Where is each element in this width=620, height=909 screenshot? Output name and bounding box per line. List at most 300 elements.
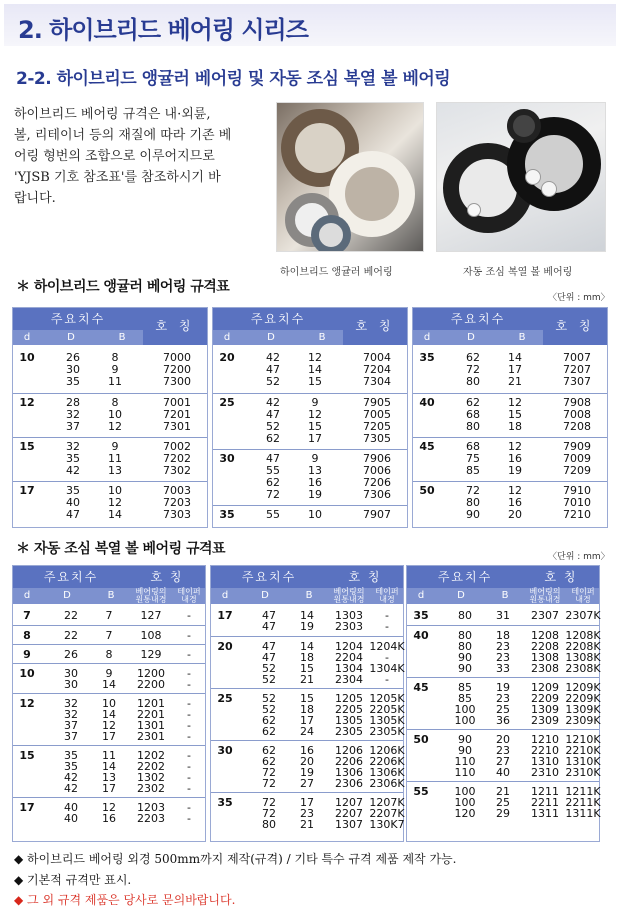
cell-tapered-bore: -: [187, 648, 191, 661]
cell-D: 100: [454, 785, 476, 798]
cell-D: 80: [466, 375, 480, 388]
header-col-B: B: [487, 588, 523, 604]
cell-tapered-bore: 1305K: [369, 714, 405, 727]
header-tapered-bore: [371, 588, 403, 604]
header-col-D: D: [435, 588, 487, 604]
cell-B: 7: [105, 629, 113, 642]
cell-B: 12: [102, 801, 116, 814]
cell-d: 35: [219, 508, 235, 521]
cell-B: 27: [300, 777, 314, 790]
cell-cylindrical-bore: 108: [140, 629, 162, 642]
cell-B: 27: [496, 755, 510, 768]
cell-D: 80: [262, 818, 276, 831]
header-col-B: B: [93, 588, 129, 604]
cell-tapered-bore: -: [385, 651, 389, 664]
row-group: [211, 606, 403, 636]
cell-D: 42: [64, 782, 78, 795]
cell-D: 30: [64, 667, 78, 680]
header-main-dimensions: 주요치수: [13, 308, 143, 330]
cell-cylindrical-bore: 2207: [335, 807, 363, 820]
table2-title: ＊ 자동 조심 복열 볼 베어링 규격표: [16, 541, 226, 557]
header-designation: 호 칭: [327, 566, 403, 588]
cell-designation: 7300: [163, 375, 191, 388]
cell-B: 23: [496, 744, 510, 757]
row-group: [13, 393, 207, 437]
cell-cylindrical-bore: 2301: [137, 730, 165, 743]
cell-B: 15: [508, 408, 522, 421]
header-text: 내경: [181, 595, 197, 604]
row-group: [213, 449, 407, 505]
cell-D: 47: [262, 609, 276, 622]
cell-designation: 7307: [563, 375, 591, 388]
cell-D: 90: [458, 651, 472, 664]
table-block: [12, 565, 206, 842]
cell-B: 31: [496, 609, 510, 622]
cell-B: 17: [508, 363, 522, 376]
cell-cylindrical-bore: 1310: [531, 755, 559, 768]
cell-D: 100: [454, 703, 476, 716]
cell-D: 37: [64, 730, 78, 743]
cell-D: 72: [266, 488, 280, 501]
cell-tapered-bore: 1306K: [369, 766, 405, 779]
cell-tapered-bore: 2308K: [565, 662, 601, 675]
cell-cylindrical-bore: 1309: [531, 703, 559, 716]
header-main-dimensions: 주요치수: [407, 566, 523, 588]
header-text: 테이퍼: [375, 587, 399, 596]
cell-designation: 7008: [563, 408, 591, 421]
cell-tapered-bore: 1309K: [565, 703, 601, 716]
cell-tapered-bore: 2211K: [565, 796, 601, 809]
cell-designation: 7209: [563, 464, 591, 477]
cell-D: 85: [458, 692, 472, 705]
cell-D: 40: [66, 496, 80, 509]
cell-B: 20: [300, 755, 314, 768]
cell-B: 10: [108, 484, 122, 497]
cell-D: 22: [64, 629, 78, 642]
header-cylindrical-bore: [523, 588, 567, 604]
cell-tapered-bore: -: [385, 673, 389, 686]
cell-designation: 7206: [363, 476, 391, 489]
cell-B: 23: [300, 807, 314, 820]
cell-cylindrical-bore: 2201: [137, 708, 165, 721]
cell-B: 13: [308, 464, 322, 477]
cell-D: 62: [466, 396, 480, 409]
cell-tapered-bore: -: [187, 730, 191, 743]
cell-cylindrical-bore: 2306: [335, 777, 363, 790]
cell-B: 10: [308, 508, 322, 521]
cell-B: 15: [308, 420, 322, 433]
intro-paragraph: [14, 104, 268, 209]
cell-B: 21: [300, 818, 314, 831]
row-group: [211, 740, 403, 792]
cell-D: 32: [66, 408, 80, 421]
header-text: 원통내경: [135, 595, 167, 604]
cell-B: 13: [102, 771, 116, 784]
cell-B: 12: [308, 351, 322, 364]
cell-B: 8: [111, 351, 119, 364]
cell-tapered-bore: 2309K: [565, 714, 601, 727]
cell-cylindrical-bore: 2202: [137, 760, 165, 773]
note: ◆ 기본적 규격만 표시.: [14, 873, 132, 887]
cell-d: 55: [413, 785, 429, 798]
cell-cylindrical-bore: 2309: [531, 714, 559, 727]
cell-d: 17: [19, 484, 35, 497]
header-main-dimensions: 주요치수: [211, 566, 327, 588]
header-col-d: d: [211, 588, 239, 604]
cell-tapered-bore: 2310K: [565, 766, 601, 779]
cell-cylindrical-bore: 2302: [137, 782, 165, 795]
note: ◆ 하이브리드 베어링 외경 500mm까지 제작(규격) / 기타 특수 규격 제품 제작 가능.: [14, 852, 457, 866]
cell-d: 45: [413, 681, 429, 694]
cell-B: 21: [300, 673, 314, 686]
cell-tapered-bore: 1206K: [369, 744, 405, 757]
cell-cylindrical-bore: 1303: [335, 609, 363, 622]
cell-D: 80: [458, 629, 472, 642]
cell-tapered-bore: 1209K: [565, 681, 601, 694]
cell-designation: 7205: [363, 420, 391, 433]
cell-tapered-bore: 2207K: [369, 807, 405, 820]
cell-B: 8: [111, 396, 119, 409]
cell-B: 20: [508, 508, 522, 521]
cell-d: 30: [217, 744, 233, 757]
cell-D: 37: [64, 719, 78, 732]
header-text: 테이퍼: [571, 587, 595, 596]
header-text: 원통내경: [529, 595, 561, 604]
row-group: [13, 644, 205, 663]
cell-designation: 7009: [563, 452, 591, 465]
cell-designation: 7909: [563, 440, 591, 453]
cell-B: 14: [508, 351, 522, 364]
row-group: [13, 663, 205, 693]
row-group: [213, 505, 407, 525]
table-block: [210, 565, 404, 842]
cell-tapered-bore: -: [385, 620, 389, 633]
header-cylindrical-bore: [129, 588, 173, 604]
cell-D: 26: [64, 648, 78, 661]
cell-d: 30: [219, 452, 235, 465]
header-designation: 호 칭: [143, 308, 207, 345]
cell-tapered-bore: -: [385, 609, 389, 622]
cell-B: 14: [300, 640, 314, 653]
cell-B: 14: [102, 760, 116, 773]
cell-B: 11: [102, 749, 116, 762]
cell-B: 17: [102, 782, 116, 795]
cell-B: 14: [308, 363, 322, 376]
cell-cylindrical-bore: 2210: [531, 744, 559, 757]
cell-designation: 7004: [363, 351, 391, 364]
row-group: [13, 481, 207, 525]
cell-D: 72: [262, 777, 276, 790]
cell-tapered-bore: 1311K: [565, 807, 601, 820]
cell-tapered-bore: 130K7: [369, 818, 405, 831]
row-group: [413, 481, 607, 525]
cell-cylindrical-bore: 1305: [335, 714, 363, 727]
intro-line: 'YJSB 기호 참조표'를 참조하시기 바: [14, 170, 221, 185]
cell-B: 19: [308, 488, 322, 501]
cell-tapered-bore: 1207K: [369, 796, 405, 809]
cell-B: 23: [496, 651, 510, 664]
cell-designation: 7003: [163, 484, 191, 497]
cell-cylindrical-bore: 2304: [335, 673, 363, 686]
cell-D: 52: [262, 673, 276, 686]
cell-B: 8: [105, 648, 113, 661]
cell-d: 17: [217, 609, 233, 622]
cell-D: 35: [66, 375, 80, 388]
cell-D: 32: [64, 708, 78, 721]
row-group: [13, 745, 205, 797]
cell-tapered-bore: 1204K: [369, 640, 405, 653]
table-block: [12, 307, 208, 528]
cell-designation: 7007: [563, 351, 591, 364]
cell-d: 15: [19, 749, 35, 762]
cell-tapered-bore: -: [187, 719, 191, 732]
cell-D: 62: [266, 432, 280, 445]
cell-tapered-bore: -: [187, 760, 191, 773]
table-block: [406, 565, 600, 842]
photo-caption: 하이브리드 앵귤러 베어링: [280, 267, 393, 278]
row-group: [13, 797, 205, 827]
cell-d: 50: [419, 484, 435, 497]
row-group: [407, 606, 599, 625]
cell-cylindrical-bore: 2205: [335, 703, 363, 716]
header-col-d: d: [407, 588, 435, 604]
cell-B: 20: [496, 733, 510, 746]
cell-cylindrical-bore: 1205: [335, 692, 363, 705]
cell-cylindrical-bore: 1304: [335, 662, 363, 675]
cell-d: 25: [219, 396, 235, 409]
cell-tapered-bore: 2306K: [369, 777, 405, 790]
cell-d: 35: [413, 609, 429, 622]
cell-designation: 7201: [163, 408, 191, 421]
cell-B: 21: [496, 785, 510, 798]
cell-D: 55: [266, 464, 280, 477]
cell-B: 10: [102, 697, 116, 710]
cell-designation: 7002: [163, 440, 191, 453]
cell-D: 47: [262, 620, 276, 633]
row-group: [407, 781, 599, 822]
row-group: [413, 437, 607, 481]
cell-B: 12: [508, 484, 522, 497]
cell-tapered-bore: -: [187, 678, 191, 691]
cell-D: 47: [66, 508, 80, 521]
cell-D: 80: [458, 609, 472, 622]
header-text: 내경: [379, 595, 395, 604]
cell-D: 90: [458, 733, 472, 746]
cell-B: 17: [102, 730, 116, 743]
cell-tapered-bore: 2208K: [565, 640, 601, 653]
header-text: 내경: [575, 595, 591, 604]
cell-cylindrical-bore: 1301: [137, 719, 165, 732]
cell-D: 62: [466, 351, 480, 364]
cell-D: 52: [262, 703, 276, 716]
cell-B: 13: [108, 464, 122, 477]
header-cylindrical-bore: [327, 588, 371, 604]
cell-tapered-bore: 2205K: [369, 703, 405, 716]
cell-D: 85: [466, 464, 480, 477]
row-group: [13, 606, 205, 625]
cell-D: 47: [266, 363, 280, 376]
cell-D: 100: [454, 714, 476, 727]
cell-cylindrical-bore: 1207: [335, 796, 363, 809]
cell-B: 16: [308, 476, 322, 489]
cell-cylindrical-bore: 2303: [335, 620, 363, 633]
row-group: [13, 693, 205, 745]
cell-D: 47: [262, 640, 276, 653]
cell-tapered-bore: 2209K: [565, 692, 601, 705]
cell-B: 18: [300, 651, 314, 664]
cell-d: 17: [19, 801, 35, 814]
cell-D: 37: [66, 420, 80, 433]
row-group: [13, 437, 207, 481]
cell-cylindrical-bore: 2200: [137, 678, 165, 691]
cell-cylindrical-bore: 1206: [335, 744, 363, 757]
header-tapered-bore: [567, 588, 599, 604]
cell-d: 20: [217, 640, 233, 653]
row-group: [211, 792, 403, 833]
cell-designation: 7010: [563, 496, 591, 509]
cell-cylindrical-bore: 1307: [335, 818, 363, 831]
cell-cylindrical-bore: 2206: [335, 755, 363, 768]
row-group: [413, 393, 607, 437]
cell-D: 62: [262, 725, 276, 738]
cell-D: 110: [454, 755, 476, 768]
header-col-B: B: [101, 330, 143, 345]
cell-B: 9: [311, 396, 319, 409]
cell-B: 15: [308, 375, 322, 388]
cell-D: 90: [458, 744, 472, 757]
header-text: 베어링의: [333, 587, 365, 596]
cell-designation: 7200: [163, 363, 191, 376]
cell-tapered-bore: 1208K: [565, 629, 601, 642]
cell-designation: 7905: [363, 396, 391, 409]
cell-tapered-bore: -: [187, 812, 191, 825]
row-group: [413, 349, 607, 393]
cell-designation: 7302: [163, 464, 191, 477]
cell-cylindrical-bore: 1203: [137, 801, 165, 814]
row-group: [13, 349, 207, 393]
cell-tapered-bore: -: [187, 667, 191, 680]
cell-designation: 7005: [363, 408, 391, 421]
cell-d: 15: [19, 440, 35, 453]
cell-tapered-bore: -: [187, 629, 191, 642]
table2-unit: 〈단위 : mm〉: [548, 552, 610, 562]
header-col-d: d: [413, 330, 441, 345]
cell-D: 32: [64, 697, 78, 710]
cell-D: 47: [266, 408, 280, 421]
cell-B: 12: [508, 396, 522, 409]
cell-designation: 7210: [563, 508, 591, 521]
header-col-D: D: [41, 330, 101, 345]
cell-d: 9: [23, 648, 31, 661]
cell-B: 18: [300, 703, 314, 716]
row-group: [407, 729, 599, 781]
header-col-B: B: [501, 330, 543, 345]
cell-cylindrical-bore: 1204: [335, 640, 363, 653]
cell-D: 110: [454, 766, 476, 779]
row-group: [407, 677, 599, 729]
cell-B: 14: [300, 609, 314, 622]
cell-B: 21: [508, 375, 522, 388]
cell-B: 19: [508, 464, 522, 477]
intro-line: 랍니다.: [14, 191, 56, 206]
cell-D: 72: [466, 484, 480, 497]
header-col-D: D: [441, 330, 501, 345]
cell-D: 28: [66, 396, 80, 409]
cell-D: 47: [262, 651, 276, 664]
cell-cylindrical-bore: 2211: [531, 796, 559, 809]
cell-d: 35: [217, 796, 233, 809]
cell-D: 62: [262, 744, 276, 757]
cell-D: 72: [262, 807, 276, 820]
cell-D: 72: [262, 796, 276, 809]
cell-D: 75: [466, 452, 480, 465]
table-block: [212, 307, 408, 528]
cell-tapered-bore: 1211K: [565, 785, 601, 798]
cell-cylindrical-bore: 1302: [137, 771, 165, 784]
cell-cylindrical-bore: 1208: [531, 629, 559, 642]
cell-D: 52: [262, 662, 276, 675]
cell-D: 30: [64, 678, 78, 691]
cell-B: 12: [308, 408, 322, 421]
cell-designation: 7006: [363, 464, 391, 477]
row-group: [211, 688, 403, 740]
cell-B: 19: [300, 620, 314, 633]
cell-designation: 7000: [163, 351, 191, 364]
cell-designation: 7207: [563, 363, 591, 376]
cell-D: 35: [66, 484, 80, 497]
cell-d: 10: [19, 667, 35, 680]
header-col-d: d: [13, 330, 41, 345]
cell-cylindrical-bore: 2308: [531, 662, 559, 675]
cell-B: 12: [102, 719, 116, 732]
row-group: [213, 349, 407, 393]
table1-unit: 〈단위 : mm〉: [548, 293, 610, 303]
cell-B: 25: [496, 703, 510, 716]
cell-B: 12: [108, 420, 122, 433]
cell-B: 12: [108, 496, 122, 509]
cell-D: 42: [66, 464, 80, 477]
cell-D: 26: [66, 351, 80, 364]
cell-designation: 7208: [563, 420, 591, 433]
cell-designation: 7305: [363, 432, 391, 445]
cell-B: 9: [111, 440, 119, 453]
cell-B: 24: [300, 725, 314, 738]
cell-designation: 7301: [163, 420, 191, 433]
cell-d: 45: [419, 440, 435, 453]
cell-tapered-bore: 1310K: [565, 755, 601, 768]
cell-D: 90: [466, 508, 480, 521]
cell-B: 12: [508, 440, 522, 453]
cell-B: 11: [108, 375, 122, 388]
cell-cylindrical-bore: 1308: [531, 651, 559, 664]
header-col-D: D: [239, 588, 291, 604]
cell-B: 9: [111, 363, 119, 376]
cell-tapered-bore: -: [187, 708, 191, 721]
cell-cylindrical-bore: 127: [140, 609, 162, 622]
cell-tapered-bore: -: [187, 609, 191, 622]
cell-D: 42: [266, 351, 280, 364]
cell-tapered-bore: -: [187, 801, 191, 814]
cell-cylindrical-bore: 2208: [531, 640, 559, 653]
cell-d: 35: [419, 351, 435, 364]
cell-D: 52: [266, 420, 280, 433]
cell-cylindrical-bore: 129: [140, 648, 162, 661]
cell-B: 16: [508, 452, 522, 465]
cell-B: 36: [496, 714, 510, 727]
cell-D: 72: [262, 766, 276, 779]
cell-d: 12: [19, 396, 35, 409]
cell-B: 15: [300, 662, 314, 675]
